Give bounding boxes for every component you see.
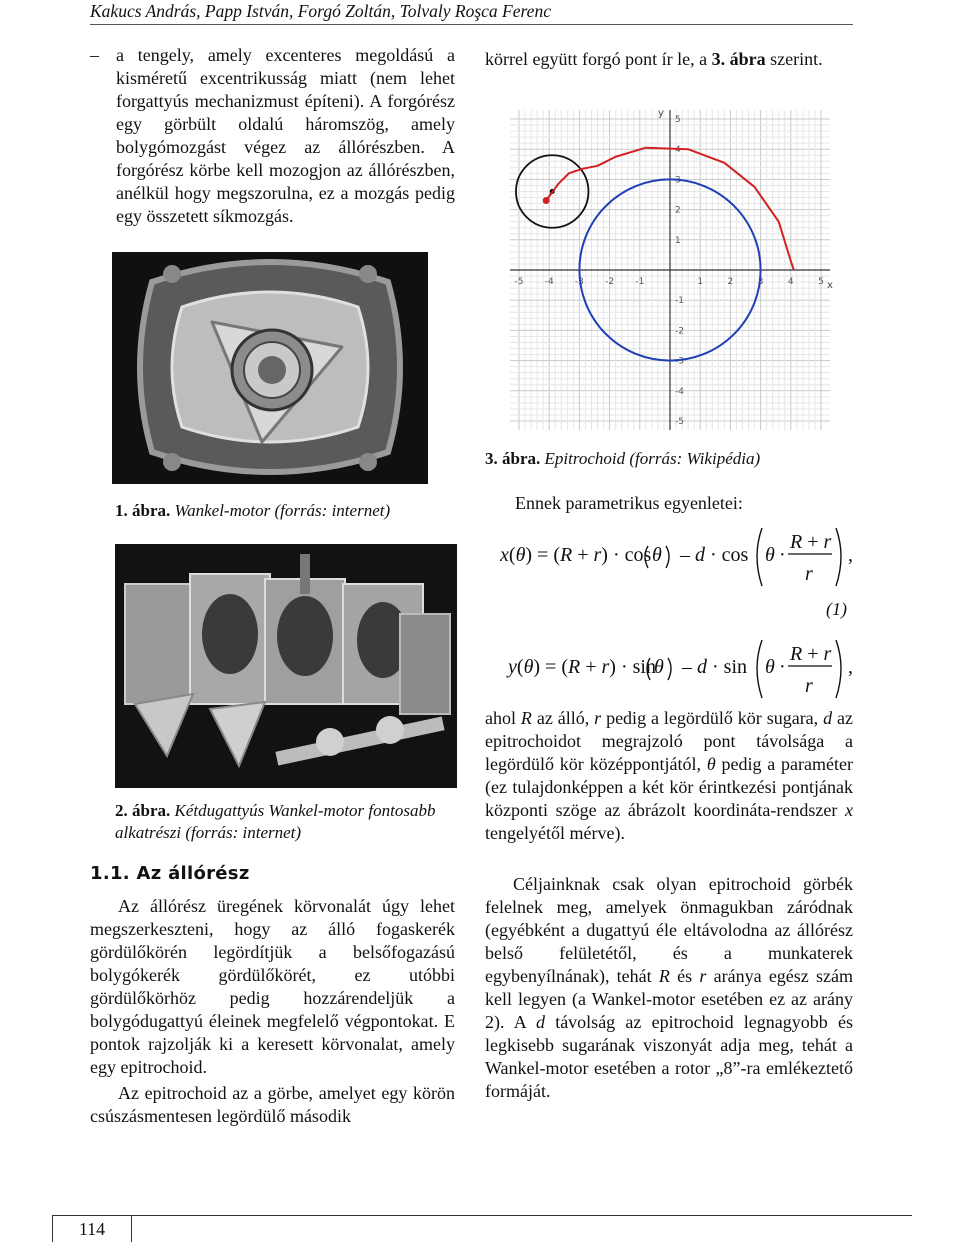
svg-text:R + r: R + r xyxy=(790,531,832,553)
x-axis-label: x xyxy=(827,280,833,291)
right-intro xyxy=(485,48,853,71)
svg-text:θ: θ xyxy=(652,544,662,566)
left-paragraph-2: Az epitrochoid az a görbe, amelyet egy körön csúszásmentesen legördülő második xyxy=(90,1083,455,1126)
svg-text:θ: θ xyxy=(654,656,664,678)
bullet-dash: – xyxy=(90,45,99,65)
intro-tail: szerint. xyxy=(770,49,823,69)
svg-text:·: · xyxy=(779,544,786,566)
svg-text:,: , xyxy=(848,544,853,566)
figure-3-caption-text: Epitrochoid (forrás: Wikipédia) xyxy=(544,449,761,468)
svg-text:r: r xyxy=(805,675,813,697)
figure-2-label: 2. ábra. xyxy=(115,801,171,820)
equations-intro: Ennek parametrikus egyenletei: xyxy=(515,493,743,513)
x-tick-label: 4 xyxy=(787,277,794,287)
x-tick-label: 3 xyxy=(757,277,764,287)
y-tick-label: 3 xyxy=(675,175,681,186)
figure-1-wankel-photo xyxy=(112,252,428,484)
svg-text:·: · xyxy=(779,656,786,678)
y-tick-label: -3 xyxy=(675,356,684,367)
y-tick-label: 2 xyxy=(675,205,681,216)
y-tick-label: -4 xyxy=(675,386,684,397)
section-heading: 1.1. Az állórész xyxy=(90,863,250,884)
trace-point xyxy=(543,197,550,204)
x-tick-label: 5 xyxy=(818,277,824,287)
svg-text:r: r xyxy=(805,563,813,585)
svg-text:y(θ) = (R + r) · sin: y(θ) = (R + r) · sin xyxy=(508,656,656,678)
svg-text:– d · cos: – d · cos xyxy=(680,544,749,566)
y-axis-label: y xyxy=(658,108,664,119)
figure-1-label: 1. ábra. xyxy=(115,501,171,520)
wankel-housing-illustration xyxy=(112,252,428,484)
figure-3-caption xyxy=(485,448,760,470)
x-tick-label: -3 xyxy=(574,277,584,287)
figure-1-caption-text: Wankel-motor (forrás: internet) xyxy=(174,501,391,520)
equation-x-render xyxy=(500,520,860,600)
svg-text:R + r: R + r xyxy=(790,643,832,665)
y-tick-label: -1 xyxy=(675,296,684,307)
equation-x xyxy=(500,520,860,600)
equation-y xyxy=(500,632,860,712)
header-authors: Kakucs András, Papp István, Forgó Zoltán, Tolvaly Roşca Ferenc xyxy=(90,1,551,21)
figure-3-label: 3. ábra. xyxy=(485,449,541,468)
footer-rule xyxy=(52,1215,912,1216)
page-number: 114 xyxy=(52,1215,132,1242)
x-tick-label: -5 xyxy=(514,277,524,287)
bullet-text: a tengely, amely excenteres megoldású a kisméretű excentrikusság miatt (nem lehet forgattyús mechanizmust építeni). A forgórész egy görbült oldalú háromszög, amely bolygómozgást végez az állórészben. A forgórész körbe kell mozogjon az állórészben, anélkül hogy megszorulna, ez a mozgás pedig egy összetett síkmozgás. xyxy=(116,45,455,226)
x-tick-label: -2 xyxy=(605,277,615,287)
y-tick-label: 1 xyxy=(675,235,681,246)
x-tick-label: -4 xyxy=(544,277,554,287)
equation-number: (1) xyxy=(826,599,847,619)
figure-2-caption xyxy=(115,800,455,844)
x-tick-label: 1 xyxy=(697,277,704,287)
svg-text:– d · sin: – d · sin xyxy=(682,656,747,678)
figure-3-epitrochoid-chart xyxy=(505,108,835,440)
intro-text: körrel együtt forgó pont ír le, a xyxy=(485,49,708,69)
y-tick-label: 4 xyxy=(675,145,681,156)
y-tick-label: 5 xyxy=(675,115,681,125)
intro-figure-ref: 3. ábra xyxy=(711,49,766,69)
figure-1-caption xyxy=(115,500,390,522)
y-tick-label: -2 xyxy=(675,326,684,337)
right-paragraph-2: Céljainknak csak olyan epitrochoid görbék felelnek meg, amelyek önmagukban záródnak (egyébként a dugattyú éle eltávolodna az állórész belső felületétől, és a munkaterek egybenyílnának), tehát R és r aránya egész szám kell legyen (a Wankel-motor esetében ez az arány 2). A d távolság az epitrochoid legnagyobb és legkisebb sugarának viszonyát adja meg, tehát a Wankel-motor esetében a rotor „8”-ra emlékeztető formáját. xyxy=(485,874,854,1101)
figure-2-engine-parts-photo xyxy=(115,544,457,788)
right-paragraph-1: ahol R az álló, r pedig a legördülő kör sugara, d az epitrochoidot megrajzoló pont távolsága a legördülő kör középpontjától, θ pedig a paraméter (ez tulajdonképpen a két kör érintkezési pontjának központi szöge az ábrázolt koordináta-rendszer x tengelyétől mérve). xyxy=(485,708,853,843)
x-tick-label: -1 xyxy=(635,277,645,287)
left-paragraph-1: Az állórész üregének körvonalát úgy lehet megszerkeszteni, hogy az álló fogaskerék gördülőkörén legördítjük a belsőfogazású bolygókerék gördülőkörét, ez utóbbi gördülőkörhöz pedig hozzárendeljük a bolygódugattyú éleinek megfelelő végpontokat. E pontok rajzolják ki a keresett körvonalat, amely egy epitrochoid. xyxy=(90,896,455,1077)
svg-text:θ: θ xyxy=(765,656,775,678)
y-tick-label: -5 xyxy=(675,417,684,427)
svg-text:,: , xyxy=(848,656,853,678)
equation-y-render xyxy=(500,632,860,712)
running-header xyxy=(90,0,853,25)
svg-text:x(θ) = (R + r) · cos: x(θ) = (R + r) · cos xyxy=(500,544,652,566)
engine-parts-illustration xyxy=(115,544,457,788)
svg-text:θ: θ xyxy=(765,544,775,566)
x-tick-label: 2 xyxy=(727,277,734,287)
figure-2-caption-text: Kétdugattyús Wankel-motor fontosabb alkatrészi (forrás: internet) xyxy=(115,801,436,842)
bullet-item xyxy=(90,44,455,228)
